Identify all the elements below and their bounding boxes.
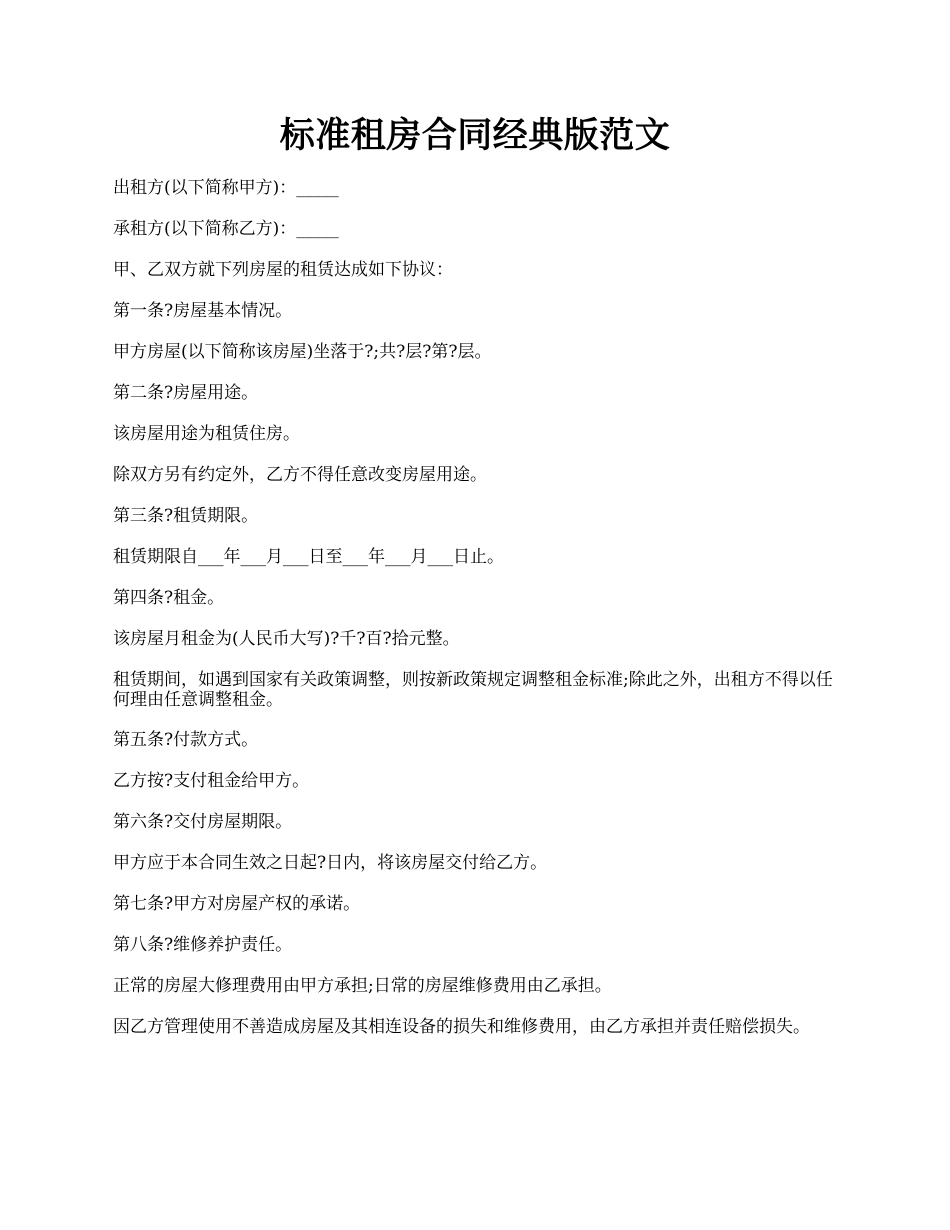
article-7-heading: 第七条?甲方对房屋产权的承诺。 xyxy=(113,894,361,914)
article-4-text-2: 租赁期间，如遇到国家有关政策调整，则按新政策规定调整租金标准;除此之外，出租方不得以任何理由任意调整租金。 xyxy=(113,670,833,710)
document-title: 标准租房合同经典版范文 xyxy=(279,115,671,156)
article-4-text-1: 该房屋月租金为(人民币大写)?千?百?拾元整。 xyxy=(113,629,460,649)
article-5-text: 乙方按?支付租金给甲方。 xyxy=(113,771,310,791)
article-6-heading: 第六条?交付房屋期限。 xyxy=(113,812,293,832)
article-1-heading: 第一条?房屋基本情况。 xyxy=(113,301,293,321)
article-8-text-2: 因乙方管理使用不善造成房屋及其相连设备的损失和维修费用，由乙方承担并责任赔偿损失。 xyxy=(113,1017,810,1037)
article-3-text: 租赁期限自___年___月___日至___年___月___日止。 xyxy=(113,547,504,567)
article-8-text-1: 正常的房屋大修理费用由甲方承担;日常的房屋维修费用由乙承担。 xyxy=(113,976,612,996)
article-2-heading: 第二条?房屋用途。 xyxy=(113,383,259,403)
article-8-heading: 第八条?维修养护责任。 xyxy=(113,935,293,955)
document-body xyxy=(113,178,843,1057)
article-1-text: 甲方房屋(以下简称该房屋)坐落于?;共?层?第?层。 xyxy=(113,342,492,362)
paragraph-lessor: 出租方(以下简称甲方)：_____ xyxy=(113,178,339,198)
article-2-text-2: 除双方另有约定外，乙方不得任意改变房屋用途。 xyxy=(113,465,487,485)
paragraph-agreement-intro: 甲、乙双方就下列房屋的租赁达成如下协议： xyxy=(113,260,453,280)
article-5-heading: 第五条?付款方式。 xyxy=(113,730,259,750)
paragraph-lessee: 承租方(以下简称乙方)：_____ xyxy=(113,219,339,239)
article-2-text-1: 该房屋用途为租赁住房。 xyxy=(113,424,300,444)
article-4-heading: 第四条?租金。 xyxy=(113,588,225,608)
article-3-heading: 第三条?租赁期限。 xyxy=(113,506,259,526)
article-6-text: 甲方应于本合同生效之日起?日内，将该房屋交付给乙方。 xyxy=(113,853,548,873)
